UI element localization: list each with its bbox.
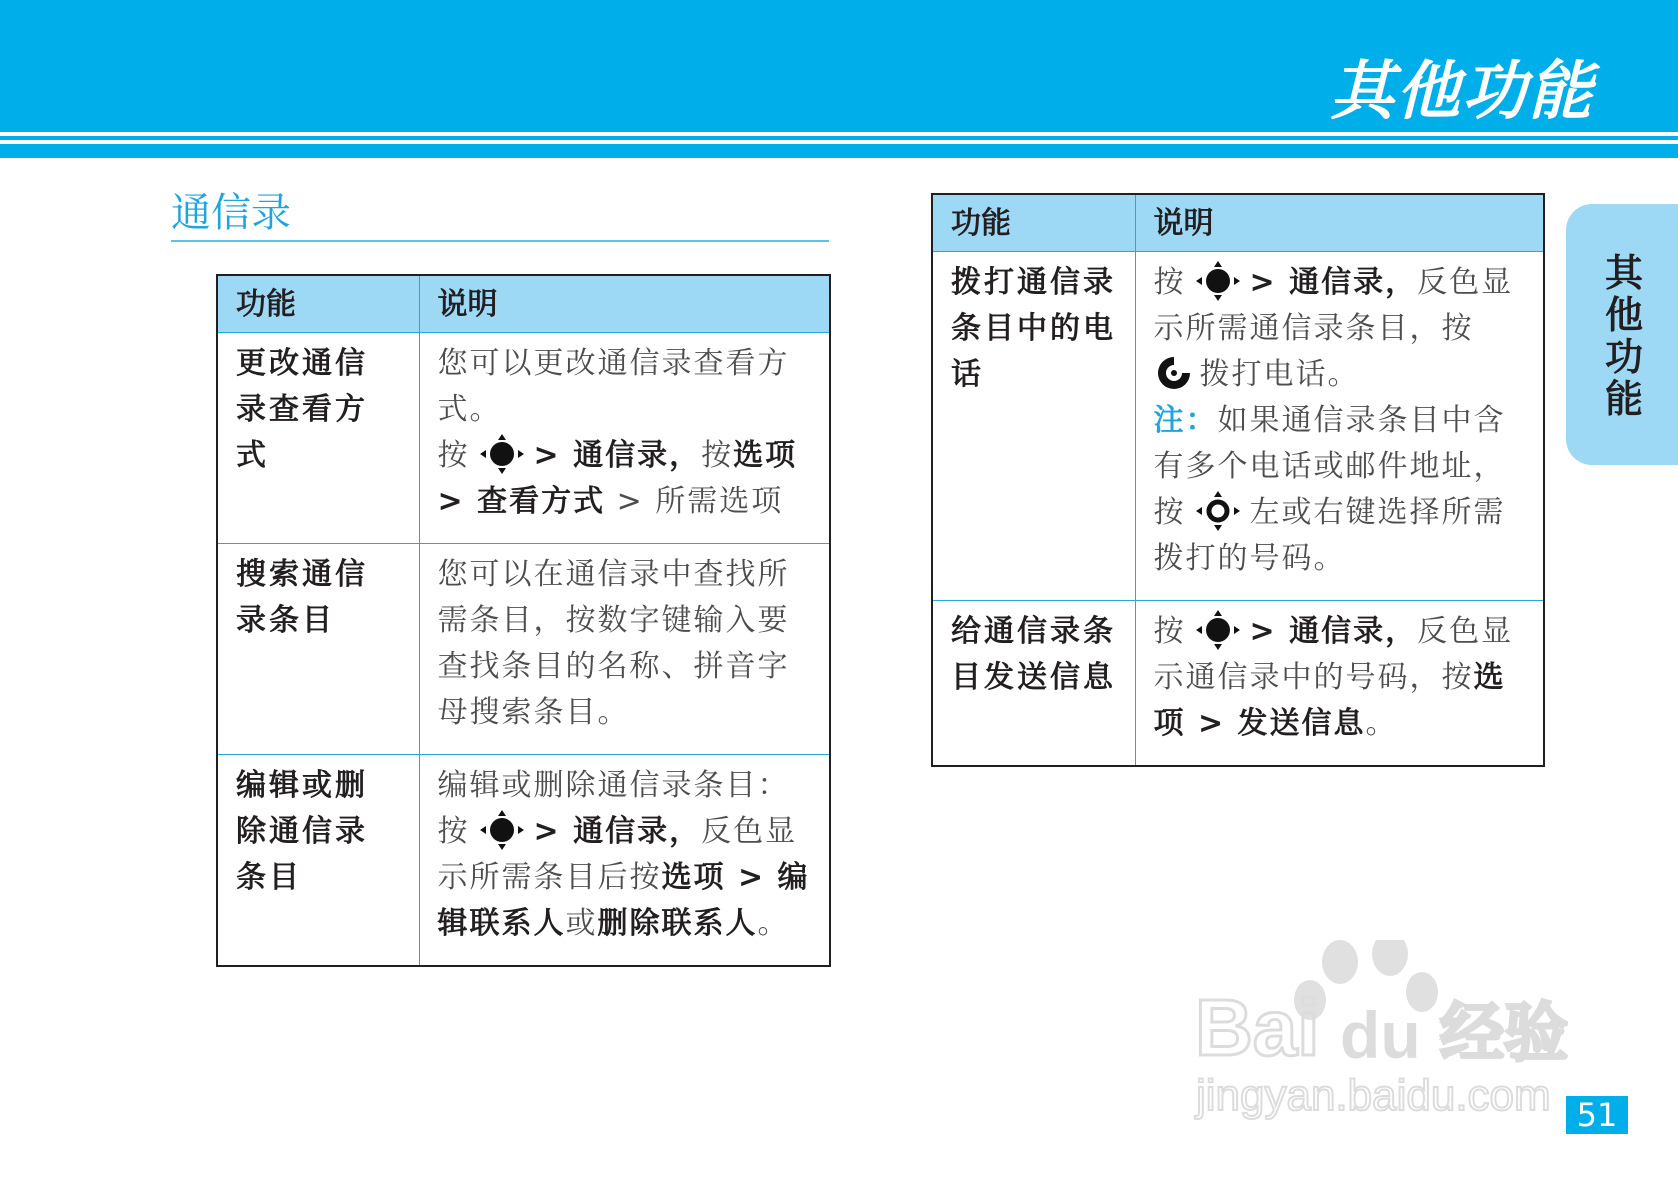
note-text: 如果通信录条目中含有多个电话或邮件地址，按	[1153, 403, 1506, 530]
description-text: 拨打电话。	[1199, 357, 1360, 392]
description-text: 按	[701, 438, 734, 473]
column-header-description: 说明	[419, 275, 830, 333]
note-label: 注：	[1153, 403, 1218, 438]
menu-path-text: > 通信录，	[1249, 614, 1418, 649]
function-cell: 编辑或删除通信录条目	[217, 755, 419, 967]
description-cell	[1135, 601, 1544, 767]
svg-text:du: du	[1340, 998, 1421, 1072]
menu-path-text: 选项	[733, 438, 798, 473]
table-row	[932, 601, 1544, 767]
table-header-row	[217, 275, 830, 333]
description-text: 按	[1153, 265, 1186, 300]
section-divider	[171, 240, 829, 242]
description-text: 编辑或删除通信录条目：	[437, 768, 790, 803]
table-row	[217, 333, 830, 544]
menu-path-text: 删除联系人	[597, 906, 758, 941]
description-text: 。	[757, 906, 790, 941]
baidu-watermark-logo	[1190, 940, 1610, 1120]
function-cell: 拨打通信录条目中的电话	[932, 252, 1135, 601]
description-text: 您可以更改通信录查看方式。	[437, 346, 790, 427]
nav-key-icon	[1192, 609, 1244, 651]
description-text: 按	[437, 814, 470, 849]
menu-path-text: 选项 > 编辑联系人	[437, 860, 810, 941]
description-cell	[419, 755, 830, 967]
table-row	[217, 755, 830, 967]
description-text: 。	[1365, 706, 1398, 741]
nav-key-icon	[1192, 260, 1244, 302]
header-rule	[0, 136, 1678, 140]
description-cell: 您可以在通信录中查找所需条目，按数字键输入要查找条目的名称、拼音字母搜索条目。	[419, 544, 830, 755]
svg-text:经验: 经验	[1440, 997, 1568, 1071]
page-number: 51	[1566, 1096, 1628, 1134]
column-header-function: 功能	[932, 194, 1135, 252]
note-text: 左或右键选择所需拨打的号码。	[1153, 495, 1506, 576]
description-text: 按	[1153, 614, 1186, 649]
menu-path-text: 选项 > 发送信息	[1153, 660, 1506, 741]
table-header-row	[932, 194, 1544, 252]
description-cell	[419, 333, 830, 544]
section-title: 通信录	[171, 190, 291, 236]
function-cell: 更改通信录查看方式	[217, 333, 419, 544]
menu-path-text: > 通信录，	[533, 814, 702, 849]
nav-key-outline-icon	[1192, 490, 1244, 532]
header-rule	[0, 144, 1678, 158]
description-text: 按	[437, 438, 470, 473]
svg-text:jingyan.baidu.com: jingyan.baidu.com	[1196, 1071, 1551, 1120]
description-text: 或	[565, 906, 598, 941]
column-header-description: 说明	[1135, 194, 1544, 252]
menu-path-text: > 查看方式	[437, 484, 606, 519]
function-cell: 给通信录条目发送信息	[932, 601, 1135, 767]
description-cell	[1135, 252, 1544, 601]
chapter-title: 其他功能	[1330, 55, 1594, 129]
call-key-icon	[1154, 353, 1194, 393]
description-text: > 所需选项	[605, 484, 784, 519]
nav-key-icon	[476, 809, 528, 851]
description-text: 反色显示所需条目后按	[437, 814, 798, 895]
menu-path-text: > 通信录，	[1249, 265, 1418, 300]
contacts-function-table	[931, 193, 1545, 767]
description-text: 反色显示通信录中的号码，按	[1153, 614, 1514, 695]
side-tab-label: 其他功能	[1604, 251, 1643, 421]
column-header-function: 功能	[217, 275, 419, 333]
contacts-function-table	[216, 274, 831, 967]
function-cell: 搜索通信录条目	[217, 544, 419, 755]
svg-text:Bai: Bai	[1195, 983, 1320, 1072]
nav-key-icon	[476, 433, 528, 475]
table-row	[932, 252, 1544, 601]
table-row	[217, 544, 830, 755]
menu-path-text: > 通信录，	[533, 438, 702, 473]
description-text: 反色显示所需通信录条目，按	[1153, 265, 1514, 346]
